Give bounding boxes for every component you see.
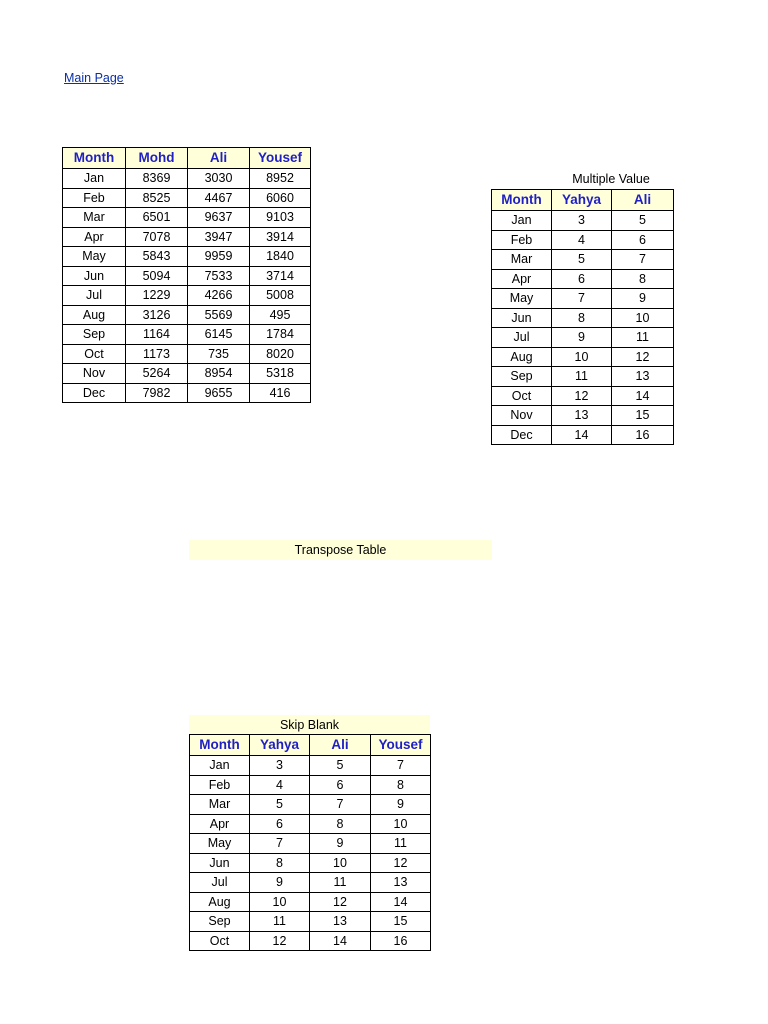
table-cell: Oct	[492, 386, 552, 406]
table-cell: May	[492, 289, 552, 309]
table-cell: Feb	[63, 188, 126, 208]
table-cell: 9	[310, 834, 371, 854]
table-row	[63, 247, 311, 267]
table-cell: 8	[310, 814, 371, 834]
table-cell: 13	[552, 406, 612, 426]
table-cell: 6145	[188, 325, 250, 345]
table-cell: 16	[612, 425, 674, 445]
table-cell: Aug	[492, 347, 552, 367]
header-row	[492, 190, 674, 211]
table-cell: 3947	[188, 227, 250, 247]
table-cell: May	[63, 247, 126, 267]
table-row	[190, 795, 431, 815]
table-cell: 13	[310, 912, 371, 932]
table-row	[492, 406, 674, 426]
table-cell: 1840	[250, 247, 311, 267]
table-cell: 11	[310, 873, 371, 893]
column-header: Month	[492, 190, 552, 211]
table-row	[492, 328, 674, 348]
skip-blank-table	[189, 734, 431, 951]
header-row	[63, 148, 311, 169]
table-row	[63, 266, 311, 286]
table-cell: 1229	[126, 286, 188, 306]
multiple-value-title: Multiple Value	[572, 172, 650, 186]
table-cell: 13	[612, 367, 674, 387]
table-cell: 3914	[250, 227, 311, 247]
table-row	[63, 344, 311, 364]
table-row	[190, 756, 431, 776]
table-row	[63, 305, 311, 325]
table-cell: 4266	[188, 286, 250, 306]
table-cell: 5264	[126, 364, 188, 384]
table-cell: 11	[250, 912, 310, 932]
table-cell: Jun	[190, 853, 250, 873]
table-cell: 4	[552, 230, 612, 250]
table-cell: Jul	[63, 286, 126, 306]
table-cell: 12	[250, 931, 310, 951]
table-cell: 495	[250, 305, 311, 325]
table-cell: Jun	[63, 266, 126, 286]
table-cell: 10	[552, 347, 612, 367]
table-cell: May	[190, 834, 250, 854]
table-cell: 11	[612, 328, 674, 348]
table-cell: 6	[310, 775, 371, 795]
table-cell: 7	[371, 756, 431, 776]
table-cell: Feb	[492, 230, 552, 250]
table-row	[63, 325, 311, 345]
table-cell: 15	[371, 912, 431, 932]
table-row	[190, 775, 431, 795]
table-cell: Dec	[63, 383, 126, 403]
table-cell: 12	[310, 892, 371, 912]
table-row	[492, 347, 674, 367]
table-cell: 12	[552, 386, 612, 406]
column-header: Ali	[188, 148, 250, 169]
table-cell: 15	[612, 406, 674, 426]
table-row	[63, 169, 311, 189]
table-cell: Oct	[190, 931, 250, 951]
table-row	[492, 367, 674, 387]
table-cell: 11	[552, 367, 612, 387]
table-cell: Sep	[63, 325, 126, 345]
table-cell: 3714	[250, 266, 311, 286]
table-cell: 8369	[126, 169, 188, 189]
table-row	[492, 425, 674, 445]
table-cell: 5094	[126, 266, 188, 286]
table-row	[190, 814, 431, 834]
table-cell: Nov	[63, 364, 126, 384]
table-cell: Feb	[190, 775, 250, 795]
table-cell: Mar	[492, 250, 552, 270]
multiple-value-table	[491, 189, 674, 445]
table-cell: Apr	[492, 269, 552, 289]
table-cell: Sep	[190, 912, 250, 932]
table-cell: 1784	[250, 325, 311, 345]
table-cell: 8954	[188, 364, 250, 384]
table-row	[63, 364, 311, 384]
table-cell: Apr	[190, 814, 250, 834]
table-cell: 7	[612, 250, 674, 270]
table-cell: 416	[250, 383, 311, 403]
table-cell: 10	[371, 814, 431, 834]
table-cell: 7982	[126, 383, 188, 403]
header-row	[190, 735, 431, 756]
table-cell: 14	[371, 892, 431, 912]
table-cell: 7	[250, 834, 310, 854]
table-cell: 16	[371, 931, 431, 951]
transpose-table-title: Transpose Table	[189, 540, 492, 560]
skip-blank-title: Skip Blank	[189, 715, 430, 734]
table-cell: Aug	[190, 892, 250, 912]
table-cell: 9	[612, 289, 674, 309]
table-cell: 5	[250, 795, 310, 815]
table-cell: Mar	[190, 795, 250, 815]
monthly-values-table	[62, 147, 311, 403]
table-cell: 5569	[188, 305, 250, 325]
table-cell: 8	[250, 853, 310, 873]
table-cell: Jan	[63, 169, 126, 189]
column-header: Mohd	[126, 148, 188, 169]
table-cell: 14	[612, 386, 674, 406]
table-cell: 13	[371, 873, 431, 893]
table-cell: 8020	[250, 344, 311, 364]
table-cell: 3	[552, 211, 612, 231]
column-header: Month	[63, 148, 126, 169]
table-cell: 8525	[126, 188, 188, 208]
table-cell: Sep	[492, 367, 552, 387]
table-row	[63, 286, 311, 306]
table-cell: 5	[612, 211, 674, 231]
table-cell: Dec	[492, 425, 552, 445]
table-cell: Jan	[492, 211, 552, 231]
table-cell: 4467	[188, 188, 250, 208]
table-cell: 3	[250, 756, 310, 776]
table-cell: 11	[371, 834, 431, 854]
table-row	[492, 211, 674, 231]
table-cell: 1164	[126, 325, 188, 345]
table-row	[190, 853, 431, 873]
table-cell: 6060	[250, 188, 311, 208]
table-row	[492, 269, 674, 289]
table-cell: 9	[371, 795, 431, 815]
table-cell: Apr	[63, 227, 126, 247]
main-page-link[interactable]: Main Page	[64, 71, 124, 85]
table-row	[492, 250, 674, 270]
table-cell: 5	[310, 756, 371, 776]
table-row	[492, 308, 674, 328]
table-cell: Jan	[190, 756, 250, 776]
table-cell: 14	[310, 931, 371, 951]
table-cell: Mar	[63, 208, 126, 228]
table-cell: 9637	[188, 208, 250, 228]
table-cell: 735	[188, 344, 250, 364]
table-cell: 9959	[188, 247, 250, 267]
table-cell: 8	[552, 308, 612, 328]
table-cell: 12	[371, 853, 431, 873]
table-cell: 10	[310, 853, 371, 873]
table-cell: 7	[310, 795, 371, 815]
column-header: Yahya	[250, 735, 310, 756]
table-row	[492, 289, 674, 309]
table-cell: 9	[250, 873, 310, 893]
table-cell: Jul	[492, 328, 552, 348]
table-row	[63, 188, 311, 208]
table-cell: 9655	[188, 383, 250, 403]
column-header: Ali	[612, 190, 674, 211]
table-cell: 7533	[188, 266, 250, 286]
table-cell: 5843	[126, 247, 188, 267]
table-cell: 8952	[250, 169, 311, 189]
table-row	[63, 227, 311, 247]
table-cell: Oct	[63, 344, 126, 364]
table-cell: 8	[612, 269, 674, 289]
table-cell: 12	[612, 347, 674, 367]
table-cell: Jun	[492, 308, 552, 328]
table-row	[63, 383, 311, 403]
table-cell: 6	[250, 814, 310, 834]
table-cell: 9103	[250, 208, 311, 228]
table-cell: 9	[552, 328, 612, 348]
table-row	[190, 912, 431, 932]
table-cell: 6	[552, 269, 612, 289]
table-cell: 10	[612, 308, 674, 328]
table-cell: 3126	[126, 305, 188, 325]
table-cell: Nov	[492, 406, 552, 426]
table-row	[190, 873, 431, 893]
table-cell: 5318	[250, 364, 311, 384]
table-cell: 3030	[188, 169, 250, 189]
table-cell: 5	[552, 250, 612, 270]
column-header: Yahya	[552, 190, 612, 211]
table-row	[63, 208, 311, 228]
column-header: Yousef	[250, 148, 311, 169]
table-cell: 5008	[250, 286, 311, 306]
table-cell: Aug	[63, 305, 126, 325]
table-cell: Jul	[190, 873, 250, 893]
table-cell: 6501	[126, 208, 188, 228]
table-row	[190, 892, 431, 912]
table-cell: 1173	[126, 344, 188, 364]
table-cell: 8	[371, 775, 431, 795]
table-cell: 6	[612, 230, 674, 250]
column-header: Yousef	[371, 735, 431, 756]
table-row	[492, 386, 674, 406]
table-cell: 10	[250, 892, 310, 912]
table-cell: 7	[552, 289, 612, 309]
column-header: Ali	[310, 735, 371, 756]
table-row	[190, 834, 431, 854]
table-cell: 7078	[126, 227, 188, 247]
column-header: Month	[190, 735, 250, 756]
table-cell: 4	[250, 775, 310, 795]
table-row	[492, 230, 674, 250]
table-row	[190, 931, 431, 951]
table-cell: 14	[552, 425, 612, 445]
